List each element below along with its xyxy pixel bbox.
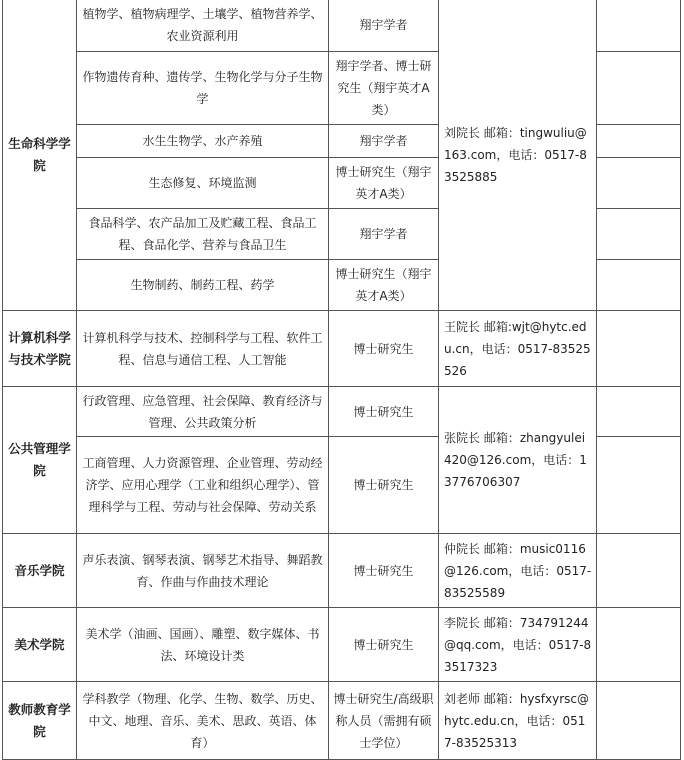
level-cell: 博士研究生 bbox=[329, 534, 439, 608]
college-cell: 教师教育学院 bbox=[3, 682, 77, 760]
blank-cell bbox=[597, 682, 681, 760]
major-cell: 植物学、植物病理学、土壤学、植物营养学、农业资源利用 bbox=[77, 0, 329, 52]
level-cell: 翔宇学者 bbox=[329, 0, 439, 52]
contact-cell: 李院长 邮箱：734791244@qq.com，电话：0517-83517323 bbox=[439, 608, 597, 682]
major-cell: 计算机科学与技术、控制科学与工程、软件工程、信息与通信工程、人工智能 bbox=[77, 311, 329, 387]
college-cell: 生命科学学院 bbox=[3, 0, 77, 311]
blank-cell bbox=[597, 209, 681, 260]
blank-cell bbox=[597, 158, 681, 209]
level-cell: 博士研究生（翔宇英才A类） bbox=[329, 158, 439, 209]
contact-cell: 王院长 邮箱:wjt@hytc.edu.cn，电话：0517-83525526 bbox=[439, 311, 597, 387]
level-cell: 博士研究生 bbox=[329, 387, 439, 437]
contact-cell: 刘老师 邮箱：hysfxyrsc@hytc.edu.cn，电话：0517-83525313 bbox=[439, 682, 597, 760]
blank-cell bbox=[597, 260, 681, 311]
table-row bbox=[3, 0, 681, 52]
table-row bbox=[3, 311, 681, 387]
level-cell: 博士研究生 bbox=[329, 608, 439, 682]
college-cell: 美术学院 bbox=[3, 608, 77, 682]
college-cell: 音乐学院 bbox=[3, 534, 77, 608]
blank-cell bbox=[597, 125, 681, 158]
table-row bbox=[3, 608, 681, 682]
college-cell: 公共管理学院 bbox=[3, 387, 77, 534]
contact-cell: 仲院长 邮箱：music0116@126.com，电话：0517-83525589 bbox=[439, 534, 597, 608]
blank-cell bbox=[597, 608, 681, 682]
major-cell: 水生生物学、水产养殖 bbox=[77, 125, 329, 158]
level-cell: 博士研究生 bbox=[329, 311, 439, 387]
major-cell: 行政管理、应急管理、社会保障、教育经济与管理、公共政策分析 bbox=[77, 387, 329, 437]
table-row bbox=[3, 387, 681, 437]
blank-cell bbox=[597, 0, 681, 52]
level-cell: 翔宇学者 bbox=[329, 125, 439, 158]
level-cell: 翔宇学者 bbox=[329, 209, 439, 260]
major-cell: 学科教学（物理、化学、生物、数学、历史、中文、地理、音乐、美术、思政、英语、体育） bbox=[77, 682, 329, 760]
level-cell: 博士研究生/高级职称人员（需拥有硕士学位） bbox=[329, 682, 439, 760]
level-cell: 博士研究生（翔宇英才A类） bbox=[329, 260, 439, 311]
level-cell: 翔宇学者、博士研究生（翔宇英才A类） bbox=[329, 52, 439, 125]
major-cell: 食品科学、农产品加工及贮藏工程、食品工程、食品化学、营养与食品卫生 bbox=[77, 209, 329, 260]
table-row bbox=[3, 534, 681, 608]
college-cell: 计算机科学与技术学院 bbox=[3, 311, 77, 387]
contact-cell: 张院长 邮箱：zhangyulei420@126.com，电话：13776706307 bbox=[439, 387, 597, 534]
major-cell: 生态修复、环境监测 bbox=[77, 158, 329, 209]
level-cell: 博士研究生 bbox=[329, 437, 439, 534]
major-cell: 声乐表演、钢琴表演、钢琴艺术指导、舞蹈教育、作曲与作曲技术理论 bbox=[77, 534, 329, 608]
major-cell: 工商管理、人力资源管理、企业管理、劳动经济学、应用心理学（工业和组织心理学）、管理科学与工程、劳动与社会保障、劳动关系 bbox=[77, 437, 329, 534]
major-cell: 作物遗传育种、遗传学、生物化学与分子生物学 bbox=[77, 52, 329, 125]
major-cell: 美术学（油画、国画）、雕塑、数字媒体、书法、环境设计类 bbox=[77, 608, 329, 682]
blank-cell bbox=[597, 387, 681, 437]
contact-cell: 刘院长 邮箱：tingwuliu@163.com，电话：0517-83525885 bbox=[439, 0, 597, 311]
blank-cell bbox=[597, 534, 681, 608]
table-row bbox=[3, 682, 681, 760]
blank-cell bbox=[597, 437, 681, 534]
recruitment-table bbox=[2, 0, 681, 760]
major-cell: 生物制药、制药工程、药学 bbox=[77, 260, 329, 311]
blank-cell bbox=[597, 52, 681, 125]
blank-cell bbox=[597, 311, 681, 387]
